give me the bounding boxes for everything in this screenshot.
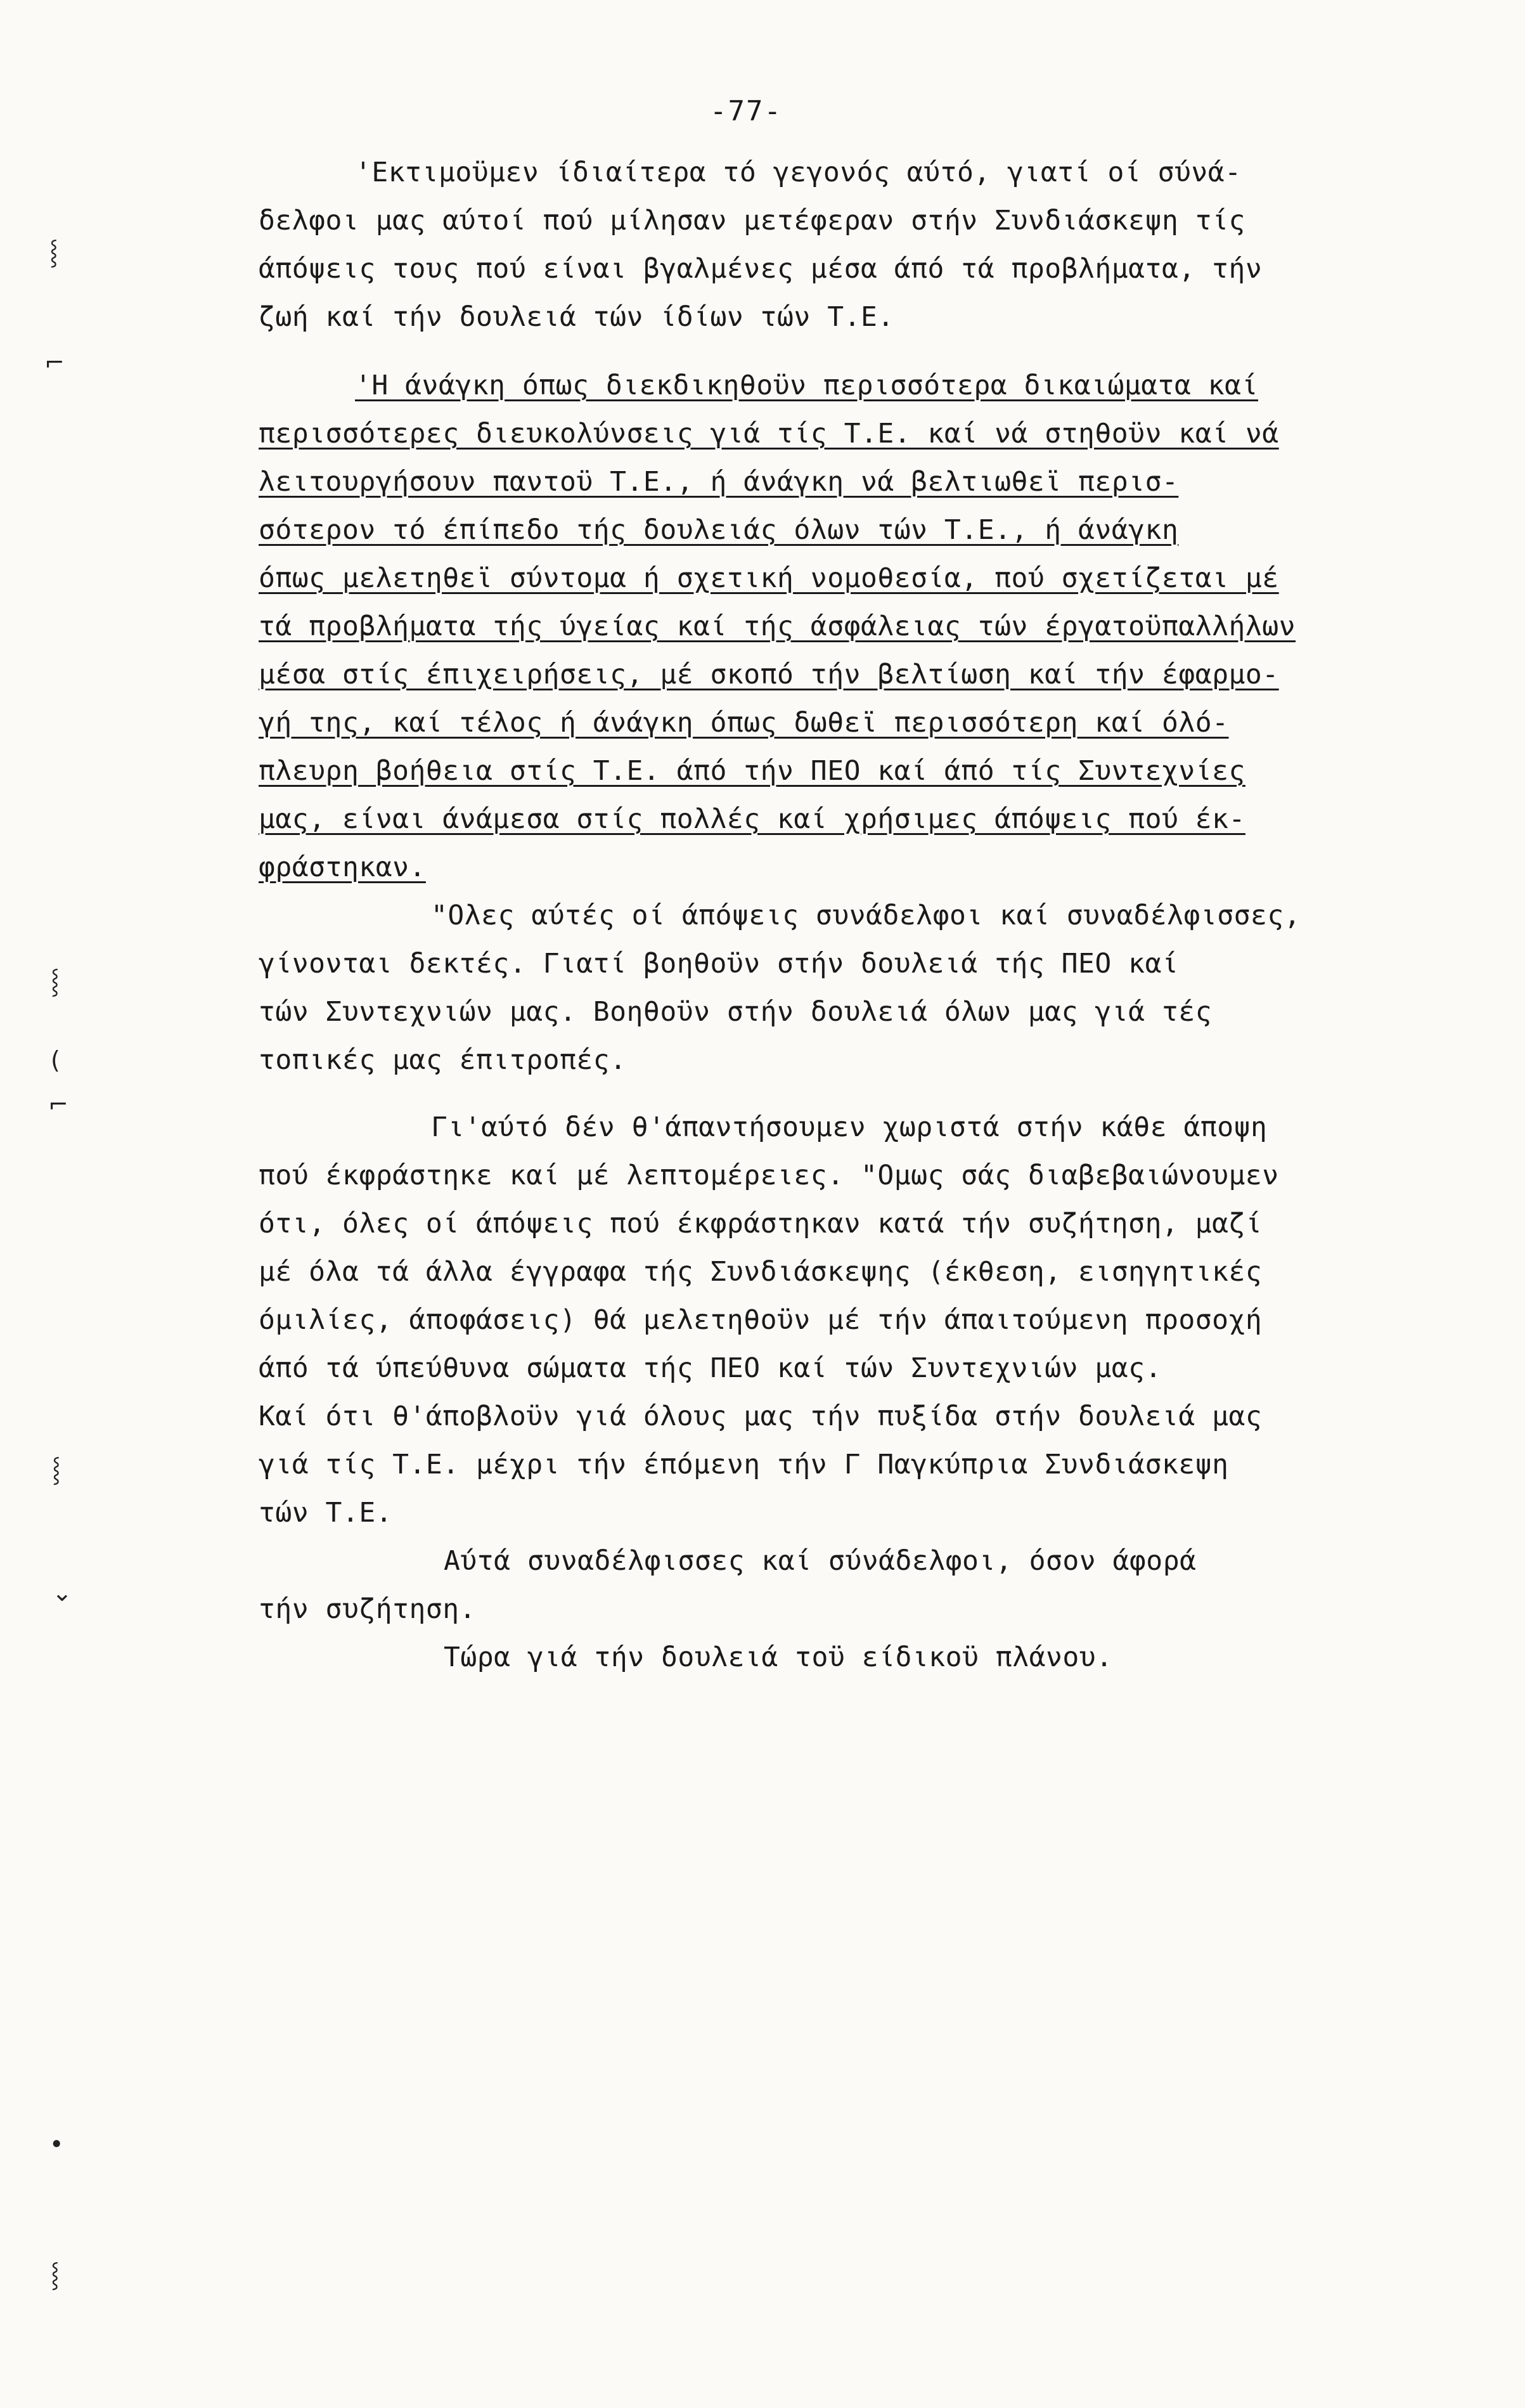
margin-mark: ⸾ — [51, 2260, 60, 2288]
text-line: τών Συντεχνιών μας. Βοηθοϋν στήν δουλειά όλων μας γιά τές — [259, 996, 1213, 1028]
text-line: τών Τ.Ε. — [259, 1497, 393, 1529]
text-line: 'Εκτιμοϋμεν ίδιαίτερα τό γεγονός αύτό, γιατί οί σύνά- — [355, 157, 1242, 188]
text-line: άπόψεις τους πού είναι βγαλμένες μέσα άπό τά προβλήματα, τήν — [259, 253, 1263, 285]
text-line: γιά τίς Τ.Ε. μέχρι τήν έπόμενη τήν Γ Παγκύπρια Συνδιάσκεψη — [259, 1449, 1229, 1480]
text-line: λειτουργήσουν παντοϋ Τ.Ε., ή άνάγκη νά βελτιωθεϊ περισ- — [259, 466, 1179, 498]
text-line: Τώρα γιά τήν δουλειά τοϋ είδικοϋ πλάνου. — [444, 1641, 1113, 1673]
text-line: πού έκφράστηκε καί μέ λεπτομέρειες. "Ομως σάς διαβεβαιώνουμεν — [259, 1160, 1279, 1191]
text-line: μέ όλα τά άλλα έγγραφα τής Συνδιάσκεψης (έκθεση, εισηγητικές — [259, 1256, 1263, 1288]
text-line: όμιλίες, άποφάσεις) θά μελετηθοϋν μέ τήν άπαιτούμενη προσοχή — [259, 1304, 1263, 1336]
margin-mark: ⌐ — [48, 1091, 68, 1118]
text-line: ότι, όλες οί άπόψεις πού έκφράστηκαν κατά τήν συζήτηση, μαζί — [259, 1208, 1263, 1240]
page-number: -77- — [710, 95, 782, 127]
text-line: όπως μελετηθεϊ σύντομα ή σχετική νομοθεσία, πού σχετίζεται μέ — [259, 562, 1279, 594]
text-line: μέσα στίς έπιχειρήσεις, μέ σκοπό τήν βελτίωση καί τήν έφαρμο- — [259, 659, 1279, 690]
text-line: "Ολες αύτές οί άπόψεις συνάδελφοι καί συναδέλφισσες, — [431, 900, 1301, 931]
text-line: Καί ότι θ'άποβλοϋν γιά όλους μας τήν πυξίδα στήν δουλειά μας — [259, 1401, 1263, 1432]
text-line: φράστηκαν. — [259, 851, 426, 883]
text-line: γίνονται δεκτές. Γιατί βοηθοϋν στήν δουλειά τής ΠΕΟ καί — [259, 948, 1179, 980]
text-line: μας, είναι άνάμεσα στίς πολλές καί χρήσιμες άπόψεις πού έκ- — [259, 803, 1245, 835]
text-line: Αύτά συναδέλφισσες καί σύνάδελφοι, όσον άφορά — [444, 1545, 1197, 1577]
text-line: δελφοι μας αύτοί πού μίλησαν μετέφεραν στήν Συνδιάσκεψη τίς — [259, 205, 1245, 236]
margin-mark: ⌄ — [52, 1579, 72, 1607]
text-line: 'Η άνάγκη όπως διεκδικηθοϋν περισσότερα δικαιώματα καί — [355, 370, 1258, 401]
margin-mark: ⸾ — [51, 967, 60, 995]
text-line: ζωή καί τήν δουλειά τών ίδίων τών Τ.Ε. — [259, 301, 894, 333]
text-line: σότερον τό έπίπεδο τής δουλειάς όλων τών Τ.Ε., ή άνάγκη — [259, 514, 1179, 546]
margin-mark: • — [49, 2130, 64, 2158]
margin-mark: ⸾ — [49, 238, 58, 266]
text-line: περισσότερες διευκολύνσεις γιά τίς Τ.Ε. καί νά στηθοϋν καί νά — [259, 418, 1279, 450]
margin-mark: ⸾ — [52, 1455, 61, 1483]
text-line: γή της, καί τέλος ή άνάγκη όπως δωθεϊ περισσότερη καί όλό- — [259, 707, 1229, 739]
text-line: πλευρη βοήθεια στίς Τ.Ε. άπό τήν ΠΕΟ καί άπό τίς Συντεχνίες — [259, 755, 1245, 787]
text-line: τοπικές μας έπιτροπές. — [259, 1044, 627, 1076]
text-line: τήν συζήτηση. — [259, 1593, 477, 1625]
text-line: Γι'αύτό δέν θ'άπαντήσουμεν χωριστά στήν κάθε άποψη — [431, 1111, 1268, 1143]
margin-mark: ( — [51, 1046, 60, 1074]
margin-mark: ⌐ — [44, 349, 65, 377]
text-line: άπό τά ύπεύθυνα σώματα τής ΠΕΟ καί τών Συντεχνιών μας. — [259, 1352, 1162, 1384]
text-line: τά προβλήματα τής ύγείας καί τής άσφάλειας τών έργατοϋπαλλήλων — [259, 611, 1296, 642]
